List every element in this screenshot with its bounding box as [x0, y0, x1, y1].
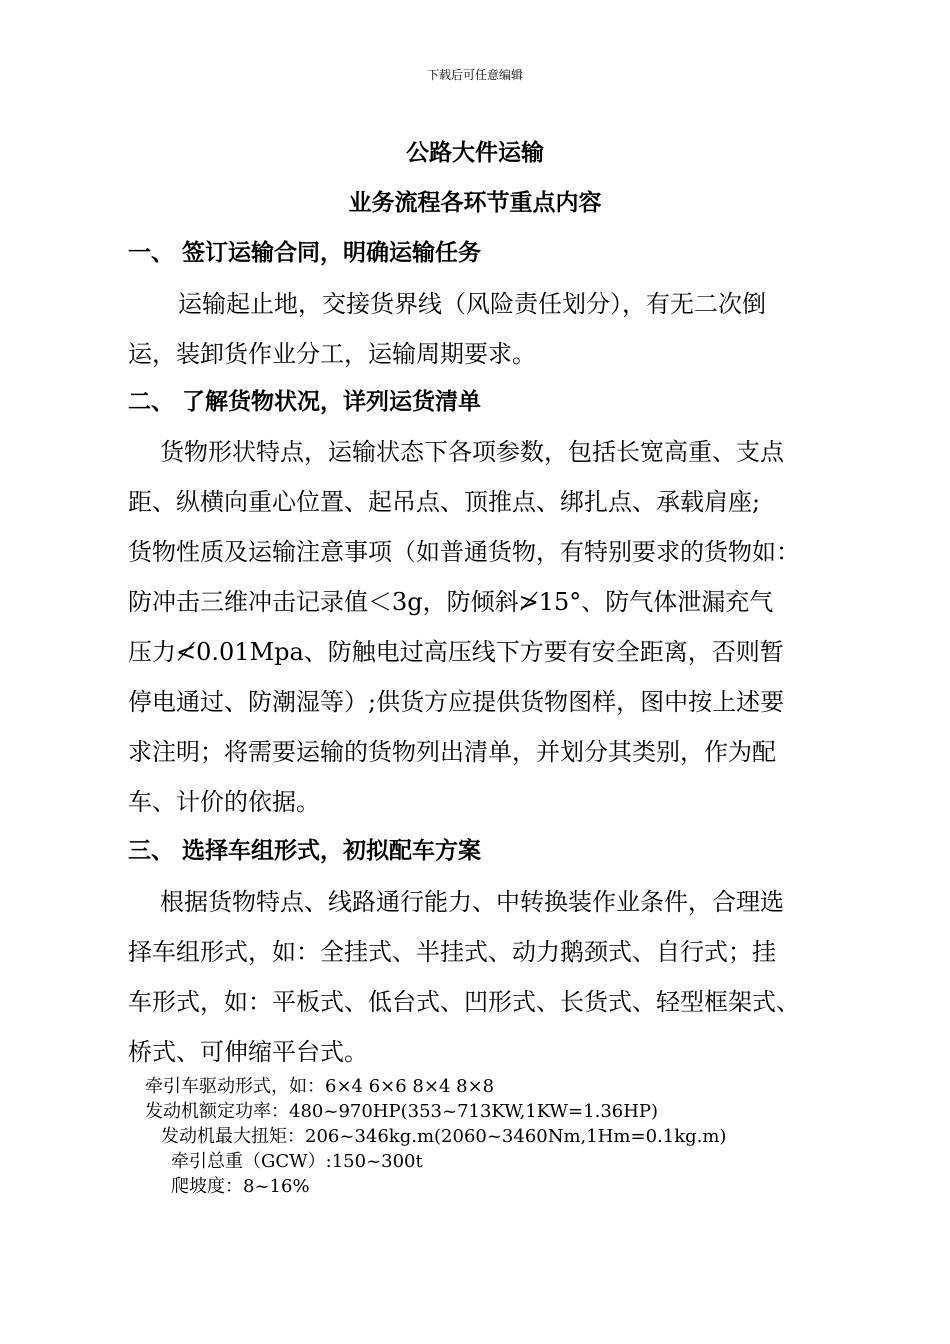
- doc-subtitle: 业务流程各环节重点内容: [348, 190, 602, 216]
- section-1-heading: 一、 签订运输合同，明确运输任务: [128, 240, 482, 266]
- doc-title: 公路大件运输: [406, 140, 544, 166]
- section-1-line: 运输起止地，交接货界线（风险责任划分），有无二次倒: [178, 290, 766, 318]
- spec-line: 发动机最大扭矩：206~346kg.m(2060~3460Nm,1Hm=0.1kg.m): [161, 1126, 727, 1147]
- section-3-heading: 三、 选择车组形式，初拟配车方案: [128, 838, 482, 864]
- section-2-line: 求注明；将需要运输的货物列出清单，并划分其类别，作为配: [128, 738, 776, 766]
- section-3-line: 车形式，如：平板式、低台式、凹形式、长货式、轻型框架式、: [128, 988, 800, 1016]
- spec-line: 牵引总重（GCW）:150~300t: [171, 1151, 423, 1172]
- section-2-line: 停电通过、防潮湿等）;供货方应提供货物图样，图中按上述要: [128, 688, 785, 716]
- spec-line: 发动机额定功率：480~970HP(353~713KW,1KW=1.36HP): [145, 1101, 659, 1122]
- section-2-heading: 二、 了解货物状况，详列运货清单: [128, 389, 482, 415]
- section-3-line: 择车组形式，如：全挂式、半挂式、动力鹅颈式、自行式；挂: [128, 938, 776, 966]
- spec-line: 爬坡度：8~16%: [171, 1176, 310, 1197]
- section-2-line: 距、纵横向重心位置、起吊点、顶推点、绑扎点、承载肩座;: [128, 488, 761, 516]
- section-3-line: 根据货物特点、线路通行能力、中转换装作业条件，合理选: [160, 888, 784, 916]
- section-2-line: 货物形状特点，运输状态下各项参数，包括长宽高重、支点: [160, 438, 784, 466]
- section-3-line: 桥式、可伸缩平台式。: [128, 1038, 368, 1066]
- section-1-line: 运，装卸货作业分工，运输周期要求。: [128, 340, 536, 368]
- section-2-line: 压力≮0.01Mpa、防触电过高压线下方要有安全距离，否则暂: [128, 638, 784, 666]
- section-2-line: 车、计价的依据。: [128, 788, 320, 816]
- page-header: 下载后可任意编辑: [426, 68, 523, 82]
- spec-line: 牵引车驱动形式，如：6×4 6×6 8×4 8×8: [145, 1076, 495, 1097]
- section-2-line: 防冲击三维冲击记录值＜3g，防倾斜≯15°、防气体泄漏充气: [128, 588, 774, 616]
- section-2-line: 货物性质及运输注意事项（如普通货物，有特别要求的货物如：: [128, 538, 800, 566]
